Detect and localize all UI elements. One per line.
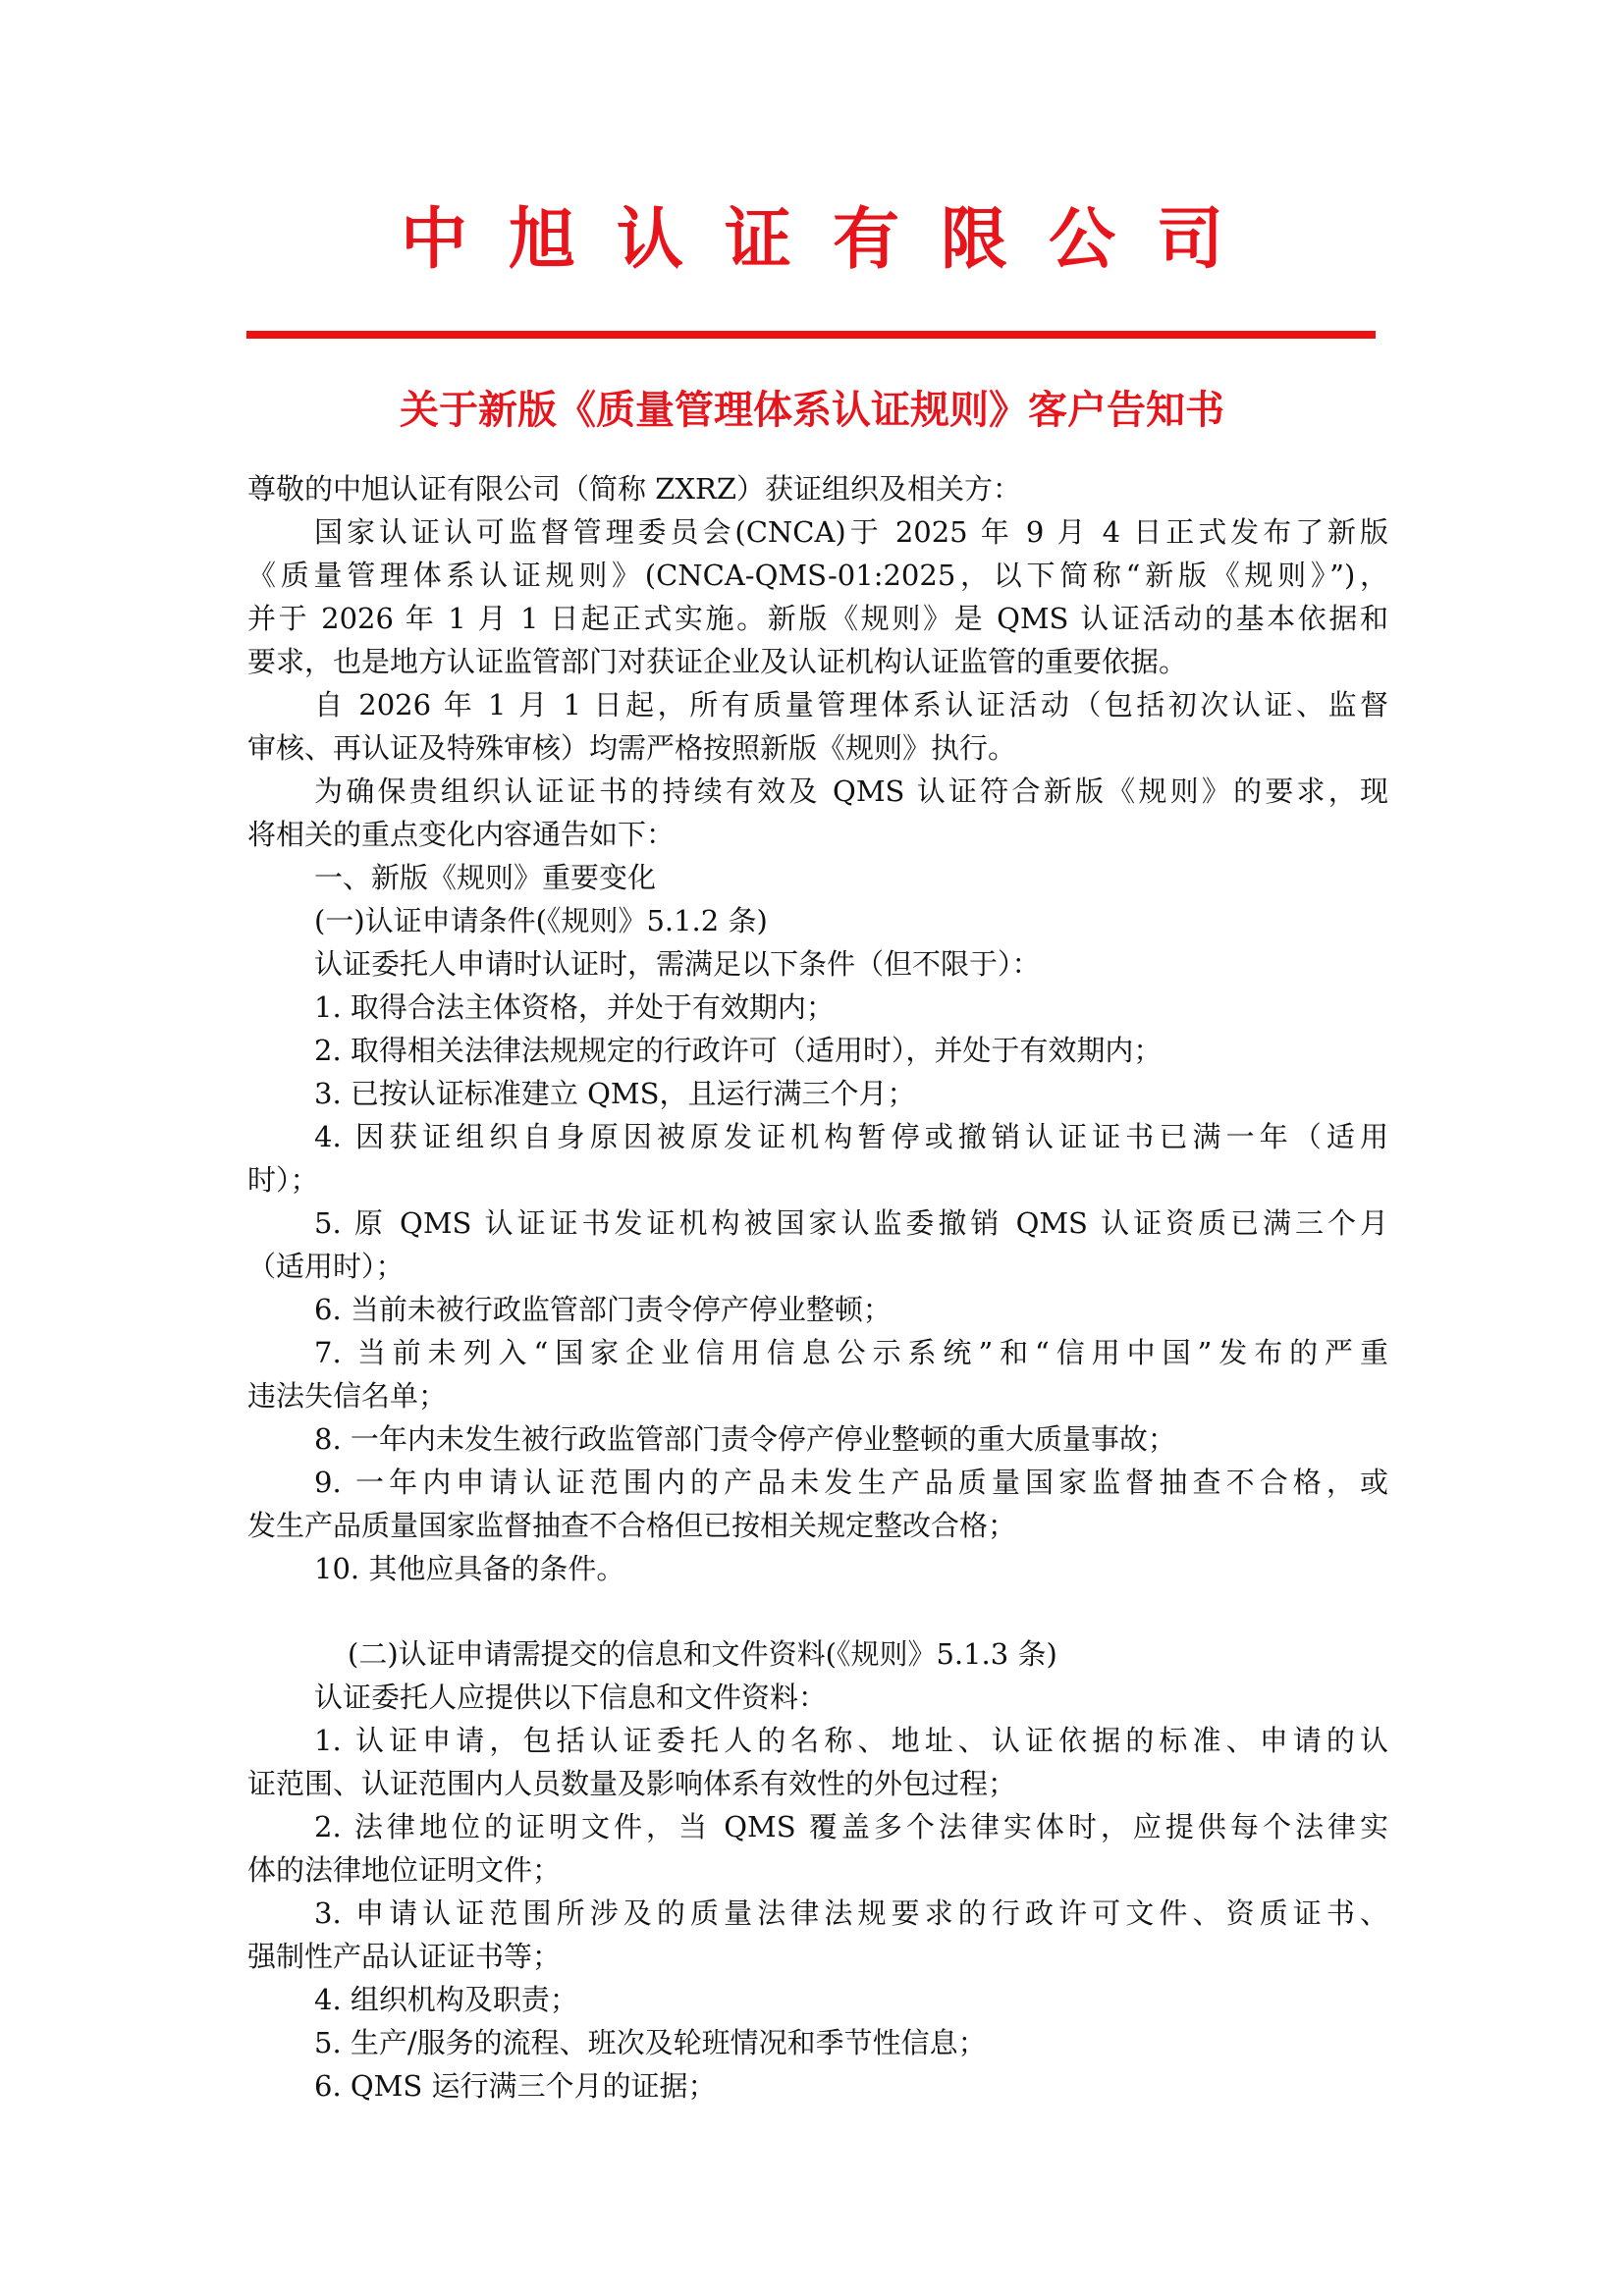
list-item: 6. 当前未被行政监管部门责令停产停业整顿； [314, 1293, 892, 1326]
subsection-heading: (二)认证申请需提交的信息和文件资料(《规则》5.1.3 条) [348, 1637, 1057, 1671]
list-item: 4. 组织机构及职责； [314, 1983, 578, 2016]
list-item: 3. 申请认证范围所涉及的质量法律法规要求的行政许可文件、资质证书、 [314, 1896, 1388, 1930]
notice-body [247, 467, 1388, 2108]
list-item: 3. 已按认证标准建立 QMS，且运行满三个月； [314, 1077, 916, 1110]
list-item: 8. 一年内未发生被行政监管部门责令停产停业整顿的重大质量事故； [314, 1422, 1176, 1456]
company-name-heading: 中旭认证有限公司 [400, 201, 1265, 279]
salutation: 尊敬的中旭认证有限公司（简称 ZXRZ）获证组织及相关方： [247, 472, 1021, 506]
blank-line [247, 1590, 1388, 1632]
paragraph-line: 要求，也是地方认证监管部门对获证企业及认证机构认证监管的重要依据。 [247, 645, 1188, 678]
subsection-heading: (一)认证申请条件(《规则》5.1.2 条) [314, 904, 768, 937]
list-item: 5. 生产/服务的流程、班次及轮班情况和季节性信息； [314, 2026, 987, 2059]
notice-title: 关于新版《质量管理体系认证规则》客户告知书 [400, 388, 1224, 433]
paragraph-line: 并于 2026 年 1 月 1 日起正式实施。新版《规则》是 QMS 认证活动的基本依据和 [247, 602, 1388, 635]
paragraph-line: 为确保贵组织认证证书的持续有效及 QMS 认证符合新版《规则》的要求，现 [314, 774, 1388, 808]
list-item: 10. 其他应具备的条件。 [314, 1552, 625, 1585]
paragraph-line: 自 2026 年 1 月 1 日起，所有质量管理体系认证活动（包括初次认证、监督 [314, 688, 1388, 721]
list-item: 5. 原 QMS 认证证书发证机构被国家认监委撤销 QMS 认证资质已满三个月 [314, 1206, 1388, 1240]
list-item-continuation: 违法失信名单； [247, 1379, 448, 1413]
list-item-continuation: 时）； [247, 1163, 319, 1197]
list-item-continuation: 强制性产品认证证书等； [247, 1940, 562, 1973]
paragraph-line: 审核、再认证及特殊审核）均需严格按照新版《规则》执行。 [247, 731, 1017, 765]
list-item-continuation: 发生产品质量国家监督抽查不合格但已按相关规定整改合格； [247, 1509, 1017, 1542]
subsection-lead: 认证委托人申请时认证时，需满足以下条件（但不限于）： [314, 947, 1041, 981]
list-item: 1. 认证申请，包括认证委托人的名称、地址、认证依据的标准、申请的认 [314, 1724, 1388, 1757]
section-heading: 一、新版《规则》重要变化 [314, 861, 657, 894]
paragraph-line: 《质量管理体系认证规则》(CNCA-QMS-01:2025，以下简称“新版《规则》”)， [247, 559, 1388, 592]
list-item: 2. 法律地位的证明文件，当 QMS 覆盖多个法律实体时，应提供每个法律实 [314, 1810, 1388, 1843]
list-item-continuation: 证范围、认证范围内人员数量及影响体系有效性的外包过程； [247, 1767, 1017, 1800]
list-item: 2. 取得相关法律法规规定的行政许可（适用时），并处于有效期内； [314, 1034, 1163, 1067]
list-item-continuation: 体的法律地位证明文件； [247, 1853, 562, 1887]
paragraph-line: 将相关的重点变化内容通告如下： [247, 818, 676, 851]
paragraph-line: 国家认证认可监督管理委员会(CNCA)于 2025 年 9 月 4 日正式发布了新版 [314, 515, 1388, 549]
list-item: 7. 当前未列入“国家企业信用信息公示系统”和“信用中国”发布的严重 [314, 1336, 1388, 1369]
list-item: 4. 因获证组织自身原因被原发证机构暂停或撤销认证证书已满一年（适用 [314, 1120, 1388, 1153]
subsection-lead: 认证委托人应提供以下信息和文件资料： [314, 1681, 828, 1714]
red-divider-rule [246, 331, 1376, 339]
list-item: 1. 取得合法主体资格，并处于有效期内； [314, 990, 835, 1024]
list-item-continuation: （适用时）； [247, 1250, 405, 1283]
list-item: 9. 一年内申请认证范围内的产品未发生产品质量国家监督抽查不合格，或 [314, 1466, 1388, 1499]
list-item: 6. QMS 运行满三个月的证据； [314, 2069, 717, 2103]
